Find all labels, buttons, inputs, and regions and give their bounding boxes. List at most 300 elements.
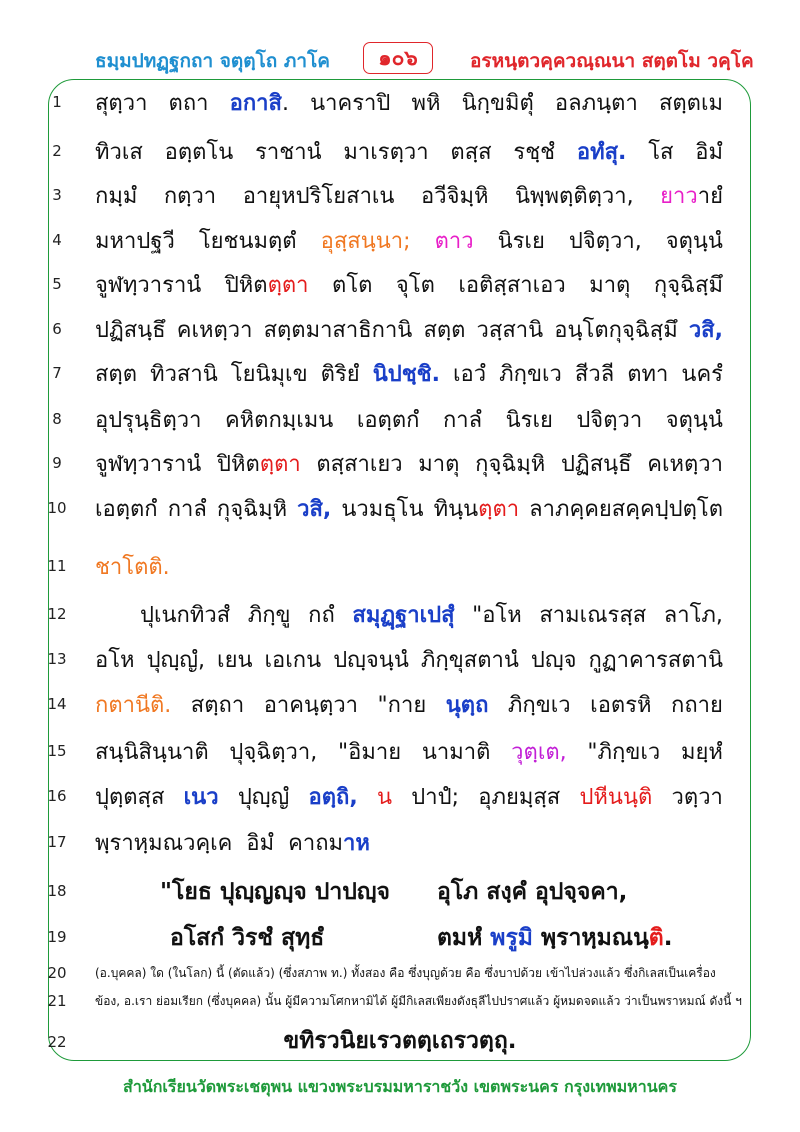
word-part: ตสฺสาเยว — [316, 452, 403, 477]
word-part: กถาย — [671, 693, 723, 718]
verse-word: พรูมิ — [490, 925, 533, 951]
word — [579, 779, 652, 814]
word — [666, 223, 723, 258]
line-number: 20 — [47, 964, 67, 982]
word — [446, 687, 489, 722]
word — [309, 779, 358, 814]
line-text — [95, 687, 723, 722]
word-part: สตฺตเม — [658, 91, 723, 116]
highlighted-word: ชาโตติ. — [95, 555, 170, 580]
word — [539, 597, 646, 632]
page-header — [0, 42, 800, 78]
highlighted-word: ตฺตา — [267, 273, 309, 298]
word — [506, 402, 553, 437]
word — [561, 446, 632, 481]
highlighted-word: สมุฏฺฐาเปสุํ — [352, 603, 455, 628]
word-part: "ภิกฺขเว — [587, 740, 661, 765]
word — [695, 134, 723, 169]
word — [164, 178, 216, 213]
line-number: 11 — [47, 557, 67, 575]
word-part: นิรเย — [497, 229, 545, 254]
text-line — [0, 489, 800, 529]
word — [453, 356, 486, 391]
word — [378, 687, 427, 722]
highlighted-word: อตฺถิ, — [308, 785, 358, 810]
footer-institution: สำนักเรียนวัดพระเชตุพน แขวงพระบรมมหาราชวัง เขตพระนคร กรุงเทพมหานคร — [123, 1077, 677, 1096]
word-part: เยน — [217, 648, 253, 673]
word — [95, 825, 232, 860]
word-part: นามาติ — [421, 740, 491, 765]
word — [515, 178, 634, 213]
word — [529, 491, 723, 526]
word — [576, 402, 642, 437]
word — [555, 85, 638, 120]
word — [472, 597, 522, 632]
word-part: โยชนมตฺตํ — [198, 229, 297, 254]
word — [95, 779, 164, 814]
word — [95, 178, 137, 213]
word — [377, 779, 392, 814]
word-part: ตทา — [627, 362, 669, 387]
verse-second-half: อุโภ สงฺคํ อุปจฺจคา, — [437, 879, 628, 905]
word — [343, 134, 428, 169]
highlighted-word: วสิ, — [688, 318, 723, 343]
word — [169, 85, 209, 120]
text-line — [0, 1023, 800, 1063]
verse-first-half: "โยธ ปุญฺญญฺจ ปาปญฺจ — [160, 879, 390, 905]
word-part: อิมํ — [246, 831, 275, 856]
word — [659, 85, 723, 120]
word — [246, 825, 274, 860]
word — [475, 446, 545, 481]
word — [95, 223, 175, 258]
word-part: คเหตฺวา — [647, 452, 723, 477]
word — [477, 312, 544, 347]
word-part: เอตฺตกํ — [356, 408, 420, 433]
text-line — [0, 685, 800, 725]
word-part: กุจฺฉิมฺหิ — [475, 452, 546, 477]
word — [225, 267, 309, 302]
word — [589, 267, 630, 302]
word — [458, 267, 565, 302]
word — [508, 687, 571, 722]
word — [217, 446, 301, 481]
word-part: จุโต — [395, 273, 435, 298]
word — [666, 402, 723, 437]
word-part: ลาโภ, — [663, 603, 723, 628]
word-part: ปิหิต — [217, 452, 260, 477]
word-part: ภิกฺขเว — [499, 362, 562, 387]
word — [499, 356, 562, 391]
text-line — [0, 872, 800, 912]
word-part: สีวลี — [574, 362, 615, 387]
word — [373, 356, 440, 391]
word — [238, 779, 289, 814]
text-line — [0, 221, 800, 261]
word — [177, 312, 253, 347]
word-part: เอเกน — [264, 648, 322, 673]
highlighted-word: กตานีติ. — [95, 693, 172, 718]
word-part: ปาปํ; — [411, 785, 459, 810]
text-line — [0, 595, 800, 635]
word — [95, 267, 201, 302]
word-part: ปิหิต — [224, 273, 268, 298]
word — [147, 642, 205, 677]
verse-word: . — [663, 925, 673, 951]
word — [511, 734, 566, 769]
verse-word: ตมหํ — [437, 925, 491, 951]
word — [421, 178, 488, 213]
line-number: 7 — [52, 364, 62, 382]
word — [217, 642, 252, 677]
word-part: ตถา — [168, 91, 209, 116]
word-part: สตฺต — [95, 362, 138, 387]
word — [434, 491, 520, 526]
word — [95, 491, 158, 526]
word-part: อุภยมฺสฺส — [478, 785, 561, 810]
word — [590, 687, 651, 722]
word-part: สามเณรสฺส — [539, 603, 647, 628]
highlighted-word: ตาว — [434, 229, 474, 254]
word — [243, 178, 395, 213]
word — [321, 223, 411, 258]
word-part: โยนิมุเข — [230, 362, 308, 387]
highlighted-word: ปหีนนฺติ — [579, 785, 653, 810]
highlighted-word: ตฺตา — [259, 452, 301, 477]
word — [225, 402, 333, 437]
word — [681, 734, 723, 769]
word-part: อตฺตโน — [164, 140, 234, 165]
word-part: อุปรุนฺธิตฺวา — [95, 408, 202, 433]
highlighted-word: นุตฺถ — [445, 693, 489, 718]
word — [229, 734, 317, 769]
verse-first-half: อโสกํ วิรชํ สุทฺธํ — [170, 925, 325, 951]
chapter-title: อรหนฺตวคฺควณฺณนา สตฺตโม วคฺโค — [470, 50, 754, 72]
line-number: 4 — [52, 231, 62, 249]
word — [191, 687, 244, 722]
text-line — [0, 444, 800, 484]
line-text — [95, 402, 723, 437]
line-number: 6 — [52, 320, 62, 338]
word — [310, 85, 390, 120]
word — [498, 223, 545, 258]
word — [184, 779, 219, 814]
verse-word: พฺราหฺมณนฺ — [532, 925, 649, 951]
word-part: กูฏาคารสตานิ — [588, 648, 723, 673]
line-text — [95, 312, 723, 347]
word — [589, 642, 723, 677]
word-part: อาคนฺตฺวา — [263, 693, 359, 718]
word — [95, 446, 201, 481]
translation-note: (อ.บุคคล) ใด (ในโลก) นี้ (ตัดแล้ว) (ซึ่งสภาพ ท.) ทั้งสอง คือ ซึ่งบุญด้วย คือ ซึ่งบาปด้วย เข้าไปล่วงแล้ว ซึ่งกิเลสเป็นเครื่อง — [95, 966, 716, 980]
word — [95, 402, 201, 437]
word-part: ปุญฺญํ — [237, 785, 290, 810]
highlighted-word: อกาสิ — [229, 91, 282, 116]
word — [316, 446, 402, 481]
word-part: ทิวเส — [95, 140, 143, 165]
word-part: ปฏิสนฺธึ — [95, 318, 166, 343]
line-number: 10 — [47, 499, 67, 517]
highlighted-word: อทํสุ. — [576, 140, 627, 165]
line-text — [95, 267, 723, 302]
line-text — [95, 85, 723, 120]
word-part: "กาย — [377, 693, 427, 718]
word-part: กาลํ — [442, 408, 483, 433]
word-part: นิรเย — [505, 408, 553, 433]
word-part: อลภนฺตา — [554, 91, 638, 116]
highlighted-word: เนว — [183, 785, 219, 810]
word-part: ปุญฺญํ, — [146, 648, 206, 673]
word-part: ปฏิสนฺธึ — [560, 452, 632, 477]
word-part: สตฺถา — [190, 693, 245, 718]
line-number: 12 — [47, 605, 67, 623]
word — [513, 134, 555, 169]
word-part: มยฺหํ — [681, 740, 723, 765]
line-number: 21 — [47, 992, 67, 1010]
word-part: คหิตกมฺเมน — [224, 408, 334, 433]
story-closing-title: ขทิรวนิยเรวตตฺเถรวตฺถุ. — [283, 1028, 517, 1054]
highlighted-word: วสิ, — [297, 497, 332, 522]
word — [332, 267, 372, 302]
word-part: นิกฺขมิตุํ — [461, 91, 534, 116]
word-part: ทิวสานิ — [150, 362, 218, 387]
line-text — [95, 549, 723, 584]
word — [462, 85, 534, 120]
word-part: คเหตฺวา — [176, 318, 253, 343]
word-part: วตฺวา — [671, 785, 723, 810]
word — [664, 597, 723, 632]
word-part: วสฺสานิ — [476, 318, 544, 343]
word — [647, 446, 723, 481]
text-line — [0, 988, 800, 1028]
word — [654, 267, 723, 302]
word-part: . — [281, 91, 289, 116]
word — [265, 642, 322, 677]
line-text — [95, 642, 723, 677]
word-part: ปุเนกทิวสํ — [140, 603, 231, 628]
word-part: เอตรหิ — [590, 693, 652, 718]
word — [321, 356, 360, 391]
line-text — [95, 491, 723, 526]
word-part: ปุจฺฉิตฺวา, — [229, 740, 318, 765]
word-part: "อโห — [472, 603, 522, 628]
verse-word: ติ — [648, 925, 664, 951]
text-line — [0, 354, 800, 394]
word — [531, 642, 577, 677]
word-part: อวีจิมฺหิ — [421, 184, 489, 209]
word-part: จตุนฺนํ — [665, 408, 723, 433]
highlighted-word: ยาว — [660, 184, 698, 209]
line-text — [95, 178, 723, 213]
word-part: มาเรตฺวา — [343, 140, 429, 165]
line-number: 9 — [52, 454, 62, 472]
verse-second-half — [437, 920, 672, 956]
word-part: ราชานํ — [255, 140, 322, 165]
text-line — [0, 400, 800, 440]
line-number: 19 — [47, 928, 67, 946]
word-part: ปจิตฺวา — [576, 408, 643, 433]
word — [587, 734, 660, 769]
word-part: เอติสฺสาเอว — [458, 273, 566, 298]
line-text — [95, 356, 723, 391]
word — [333, 642, 409, 677]
word — [95, 85, 147, 120]
word — [554, 312, 677, 347]
word-part: นิพฺพตฺติตฺวา, — [514, 184, 634, 209]
word-part: พหิ — [411, 91, 441, 116]
word — [411, 85, 440, 120]
word — [95, 642, 135, 677]
word-part: ตโต — [332, 273, 373, 298]
word — [264, 312, 413, 347]
word — [297, 491, 331, 526]
word — [248, 597, 291, 632]
word-part: จตุนฺนํ — [665, 229, 723, 254]
word-part: กมฺมํ — [95, 184, 138, 209]
text-line — [0, 265, 800, 305]
word — [230, 85, 289, 120]
word — [577, 134, 627, 169]
word — [681, 356, 723, 391]
book-title: ธมฺมปทฏฺฐกถา จตุตฺโถ ภาโค — [95, 50, 331, 72]
line-text — [95, 134, 723, 169]
line-text — [140, 597, 723, 632]
word-part: คาถม — [288, 831, 344, 856]
word — [338, 734, 401, 769]
line-number: 5 — [52, 275, 62, 293]
line-text — [95, 825, 723, 860]
word-part: รชฺชํ — [513, 140, 556, 165]
word — [95, 312, 166, 347]
page-number: ๑๐๖ — [363, 42, 433, 74]
word — [435, 223, 474, 258]
word-part: สนฺนิสินฺนาติ — [95, 740, 209, 765]
word — [95, 356, 137, 391]
text-line — [0, 918, 800, 958]
text-line — [0, 823, 800, 863]
word-part: โส — [648, 140, 674, 165]
line-text — [95, 446, 723, 481]
word-part: กตฺวา — [163, 184, 217, 209]
word — [264, 687, 358, 722]
highlighted-word: อุสฺสนฺนา; — [320, 229, 411, 254]
word-part: "อิมาย — [338, 740, 402, 765]
word-part: ภิกฺขู — [247, 603, 291, 628]
word-part: ภิกฺขุสตานํ — [420, 648, 519, 673]
word-part: กาลํ — [167, 497, 207, 522]
highlighted-word: นิปชฺชิ. — [372, 362, 440, 387]
word — [575, 356, 614, 391]
word-part: มหาปฐวี — [95, 229, 175, 254]
word-part: จูฬทฺวารานํ — [95, 452, 202, 477]
word — [569, 223, 642, 258]
word — [421, 642, 519, 677]
line-text — [95, 779, 723, 814]
word-part: พฺราหฺมณวคฺเค — [95, 831, 233, 856]
word — [308, 597, 335, 632]
word — [352, 597, 454, 632]
word-part: เอวํ — [452, 362, 487, 387]
word — [95, 549, 170, 584]
line-text — [95, 223, 723, 258]
word — [288, 825, 370, 860]
word-part: ทินฺน — [433, 497, 479, 522]
text-line — [0, 132, 800, 172]
word — [231, 356, 308, 391]
text-line — [0, 176, 800, 216]
word-part: ปจิตฺวา, — [568, 229, 642, 254]
text-line — [0, 83, 800, 123]
line-number: 13 — [47, 650, 67, 668]
word — [199, 223, 297, 258]
text-line — [0, 732, 800, 772]
word-part: ลาภคฺคยสคฺคปฺปตฺโต — [529, 497, 723, 522]
word — [660, 178, 723, 213]
word-part: กุจฺฉิสฺมึ — [653, 273, 723, 298]
line-number: 15 — [47, 742, 67, 760]
word — [396, 267, 435, 302]
word-part: กุจฺฉิมฺหิ — [216, 497, 288, 522]
word-part: กถํ — [308, 603, 335, 628]
line-number: 16 — [47, 787, 67, 805]
word-part: อิมํ — [695, 140, 723, 165]
line-number: 17 — [47, 833, 67, 851]
line-number: 14 — [47, 695, 67, 713]
word-part: จูฬทฺวารานํ — [95, 273, 202, 298]
line-number: 3 — [52, 186, 62, 204]
word — [627, 356, 668, 391]
text-line — [0, 310, 800, 350]
line-number: 18 — [47, 882, 67, 900]
word — [423, 312, 465, 347]
word — [217, 491, 287, 526]
word-part: มาตุ — [589, 273, 631, 298]
word-part: อายุหปริโยสาเน — [242, 184, 395, 209]
word — [672, 779, 723, 814]
word — [648, 134, 673, 169]
word — [422, 734, 491, 769]
highlighted-word: าห — [343, 831, 370, 856]
text-line — [0, 547, 800, 587]
highlighted-word: ตฺตา — [478, 497, 520, 522]
word — [255, 134, 322, 169]
word-part: สุตฺวา — [95, 91, 148, 116]
word-part: สตฺตมาสาธิกานิ — [263, 318, 413, 343]
highlighted-word: วุตฺเต, — [511, 740, 567, 765]
word-part: ภิกฺขเว — [507, 693, 571, 718]
line-number: 8 — [52, 410, 62, 428]
word — [165, 134, 234, 169]
word — [168, 491, 207, 526]
word-part: ติริยํ — [320, 362, 360, 387]
line-number: 2 — [52, 142, 62, 160]
word-part: ตสฺส — [450, 140, 492, 165]
word-part: มาตุ — [418, 452, 460, 477]
word-part: สตฺต — [423, 318, 466, 343]
word-part: เอตฺตกํ — [95, 497, 158, 522]
highlighted-word: น — [376, 785, 393, 810]
word — [140, 597, 230, 632]
word-part: ายํ — [697, 184, 723, 209]
word — [478, 779, 560, 814]
word — [150, 356, 218, 391]
word — [95, 734, 209, 769]
line-number: 22 — [47, 1033, 67, 1051]
line-number: 1 — [52, 93, 62, 111]
word — [689, 312, 723, 347]
word — [95, 134, 143, 169]
word — [418, 446, 459, 481]
